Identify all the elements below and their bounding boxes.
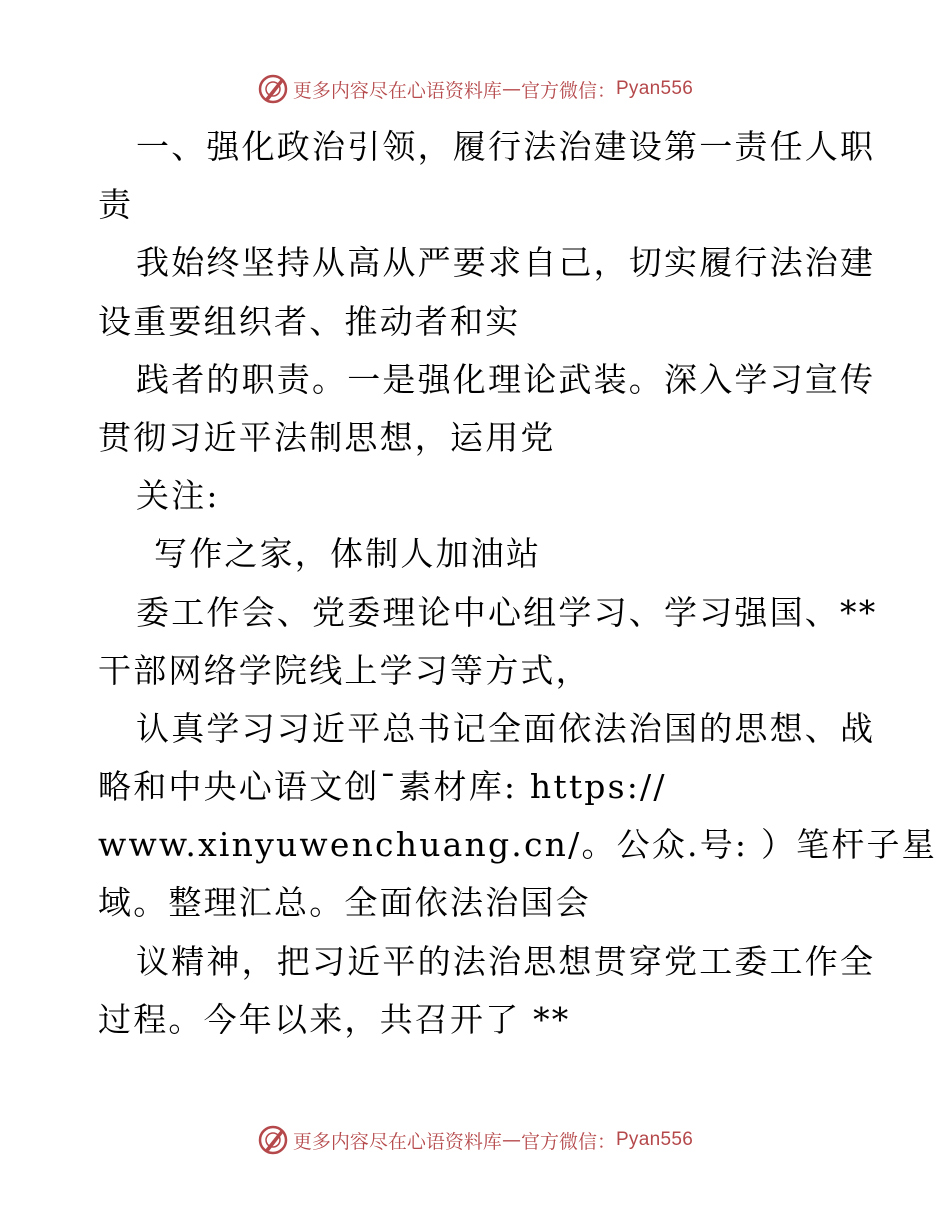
body-line: 委工作会、党委理论中心组学习、学习强国、** — [136, 592, 878, 632]
watermark-label: 官方微信： — [520, 79, 616, 102]
body-line: 域。整理汇总。全面依法治国会 — [98, 883, 591, 923]
watermark-text: 更多内容尽在心语资料库 — [292, 79, 502, 102]
watermark-text: 更多内容尽在心语资料库 — [292, 1130, 502, 1153]
body-line: www.xinyuwenchuang.cn/。公众.号: ）笔杆子星 — [98, 825, 937, 865]
body-line: 过程。今年以来，共召开了 ** — [98, 999, 571, 1039]
body-line: 责 — [98, 185, 134, 225]
watermark-label: 官方微信： — [520, 1130, 616, 1153]
feather-pen-circle-icon — [257, 1124, 289, 1156]
feather-pen-circle-icon — [257, 73, 289, 105]
body-line: 一、强化政治引领，履行法治建设第一责任人职 — [136, 127, 876, 166]
footer-watermark — [0, 1122, 950, 1158]
body-line: 写作之家，体制人加油站 — [154, 534, 542, 574]
watermark-separator: — — [501, 1129, 521, 1151]
body-line: 议精神，把习近平的法治思想贯穿党工委工作全 — [136, 941, 876, 981]
body-line: 设重要组织者、推动者和实 — [98, 301, 521, 341]
body-line: 认真学习习近平总书记全面依法治国的思想、战 — [136, 708, 876, 748]
body-line: 关注: — [136, 476, 220, 516]
watermark-separator: — — [501, 78, 521, 100]
document-body — [98, 118, 937, 1049]
watermark-id: Pyan556 — [615, 78, 694, 99]
body-line: 略和中央心语文创¯素材库: https:// — [98, 767, 667, 807]
body-line: 我始终坚持从高从严要求自己，切实履行法治建 — [136, 243, 876, 283]
body-line: 干部网络学院线上学习等方式， — [98, 650, 591, 690]
body-line: 贯彻习近平法制思想，运用党 — [98, 417, 556, 457]
watermark-id: Pyan556 — [615, 1129, 694, 1150]
body-line: 践者的职责。一是强化理论武装。深入学习宣传 — [136, 359, 876, 399]
header-watermark — [0, 71, 950, 107]
